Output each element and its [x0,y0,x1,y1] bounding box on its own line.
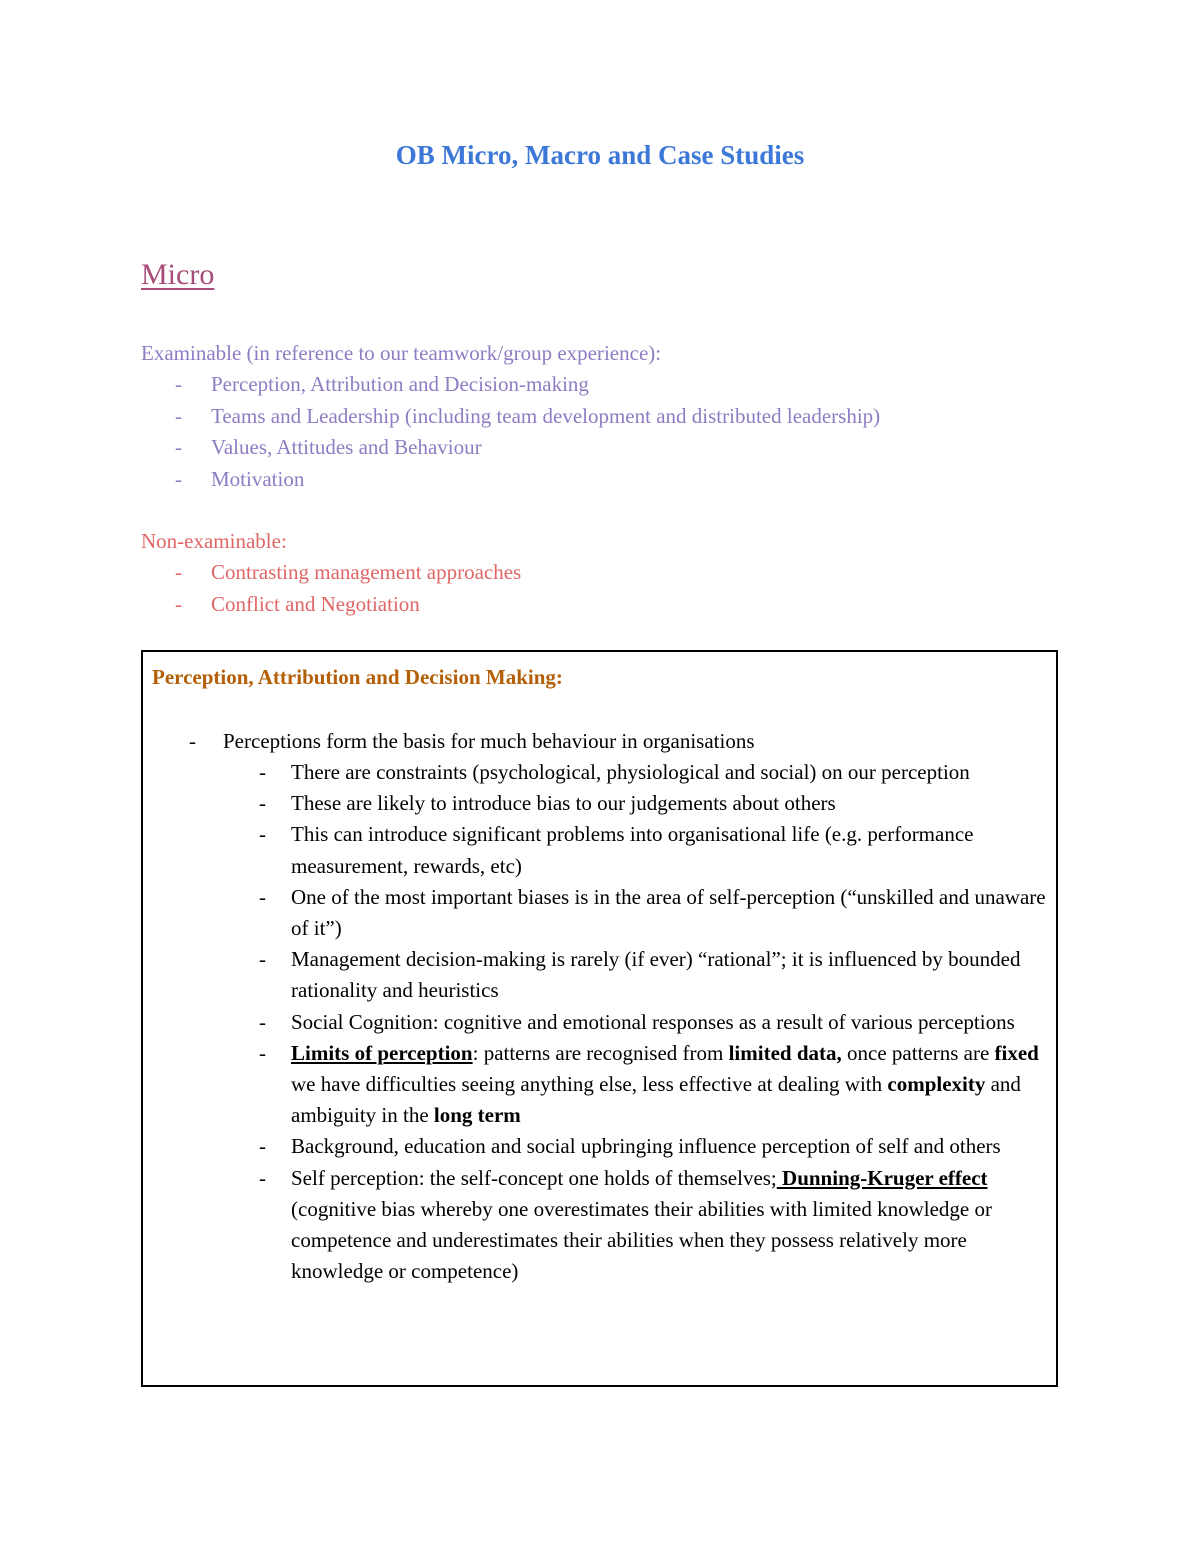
bullet-dash: - [259,791,266,816]
examinable-label: Examinable (in reference to our teamwork/group experience): [141,341,662,365]
list-item [259,882,1053,944]
bullet-dash: - [259,822,266,847]
bullet-dash: - [259,1134,266,1159]
bullet-dash: - [259,884,266,909]
sub-point-text: These are likely to introduce bias to our judgements about others [291,791,836,816]
list-item [259,1131,1053,1162]
bold-run: fixed [994,1040,1039,1065]
bullet-dash: - [175,403,182,428]
bold-run: complexity [887,1072,986,1097]
box-heading: Perception, Attribution and Decision Making: [152,665,563,689]
list-item [141,401,881,433]
non-examinable-label: Non-examinable: [141,529,287,553]
list-item [141,432,661,464]
bullet-dash: - [259,947,266,972]
list-item [141,589,420,621]
term-limits-of-perception: Limits of perception [291,1040,473,1065]
text-run: and ambiguity in the [291,1072,1021,1128]
bullet-dash: - [175,560,182,584]
list-item [141,557,522,589]
bullet-dash: - [259,1040,266,1065]
bullet-dash: - [175,372,182,396]
bullet-dash: - [259,760,266,784]
sub-point-text: Management decision-making is rarely (if ever) “rational”; it is influenced by bounded rationality and heuristics [291,947,1021,1003]
term-dunning-kruger-effect: Dunning-Kruger effect [776,1165,988,1190]
list-item [259,757,1053,788]
list-item-text: Perception, Attribution and Decision-making [211,372,589,396]
sub-point-text [291,1163,1053,1288]
text-run: : patterns are recognised from [472,1040,729,1065]
text-run: we have difficulties seeing anything else, less effective at dealing with [291,1072,888,1097]
list-item-text: Motivation [211,466,305,491]
document-title: OB Micro, Macro and Case Studies [395,140,805,170]
main-point-text: Perceptions form the basis for much behaviour in organisations [223,729,755,753]
bullet-dash: - [175,435,182,459]
list-item-self-perception [259,1163,1053,1288]
list-item-text: Conflict and Negotiation [211,591,420,616]
bullet-dash: - [175,466,182,491]
text-run: once patterns are [841,1040,995,1065]
sub-point-text [291,1038,1053,1132]
perception-notes-box [141,650,1058,1387]
list-item [259,944,1053,1006]
text-run: (cognitive bias whereby one overestimates their abilities with limited knowledge or competence and underestimates their abilities when they possess relatively more knowledge or competence) [291,1196,992,1284]
main-point [143,726,1056,757]
list-item-text: Values, Attitudes and Behaviour [211,435,482,459]
section-heading-micro: Micro [141,258,215,291]
bold-run: long term [433,1103,521,1128]
text-run: Self perception: the self-concept one holds of themselves; [291,1165,777,1190]
non-examinable-list [141,526,522,620]
sub-point-text: There are constraints (psychological, physiological and social) on our perception [291,760,970,784]
bullet-dash: - [259,1165,266,1190]
sub-point-text: Background, education and social upbringing influence perception of self and others [291,1134,1001,1159]
list-item-text: Teams and Leadership (including team development and distributed leadership) [211,403,881,428]
list-item [259,1007,1053,1038]
bold-run: limited data, [728,1040,842,1065]
sub-point-list [259,757,1053,1287]
list-item-limits-of-perception [259,1038,1053,1132]
list-item [141,464,661,496]
list-item [141,369,661,401]
sub-point-text: One of the most important biases is in the area of self-perception (“unskilled and unaware of it”) [291,884,1046,941]
examinable-list [141,338,881,495]
sub-point-text: Social Cognition: cognitive and emotional responses as a result of various perceptions [291,1009,1015,1034]
list-item [259,788,1053,819]
bullet-dash: - [189,729,196,753]
list-item [259,819,1053,881]
list-item-text: Contrasting management approaches [211,560,522,584]
bullet-dash: - [259,1009,266,1034]
bullet-dash: - [175,591,182,616]
sub-point-text: This can introduce significant problems into organisational life (e.g. performance measurement, rewards, etc) [291,822,974,878]
